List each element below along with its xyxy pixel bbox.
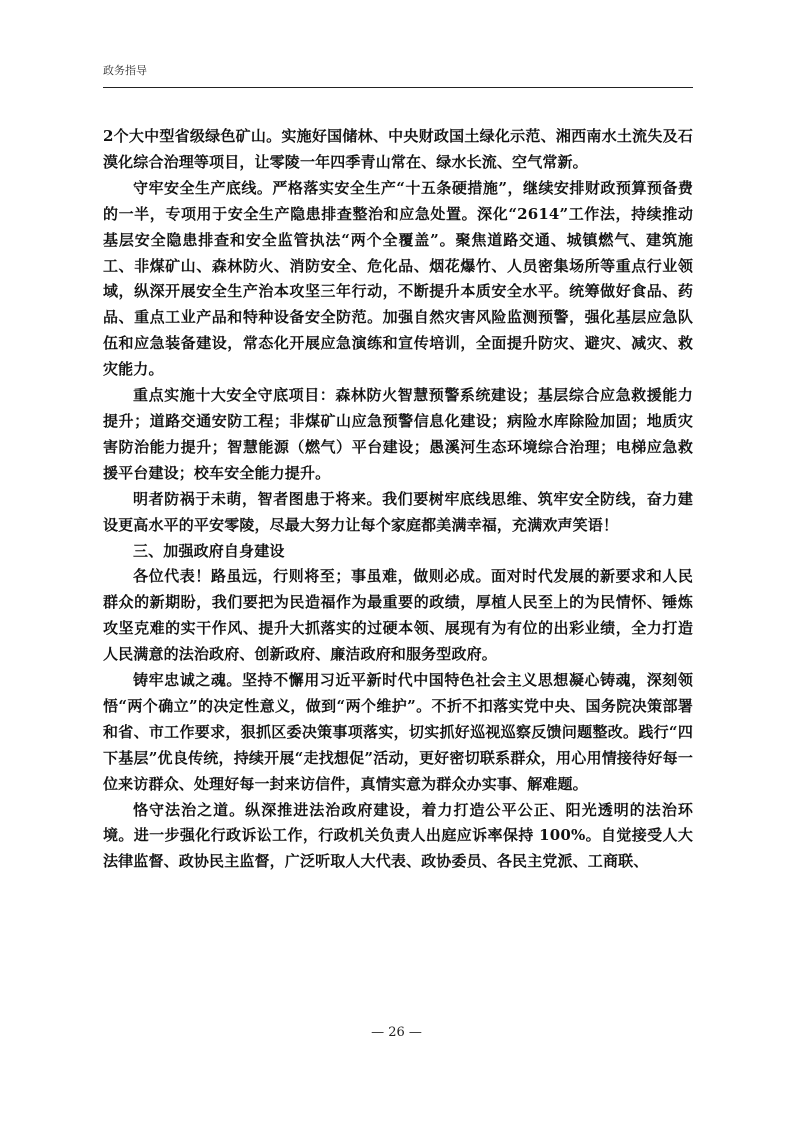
header-title: 政务指导 <box>103 64 147 77</box>
header-divider <box>103 87 693 88</box>
paragraph-ten-safety-projects: 重点实施十大安全守底项目：森林防火智慧预警系统建设；基层综合应急救援能力提升；道路交通安防工程；非煤矿山应急预警信息化建设；病险水库除险加固；地质灾害防治能力提升；智慧能源（燃气）平台建设；愚溪河生态环境综合治理；电梯应急救援平台建设；校车安全能力提升。 <box>103 386 693 482</box>
paragraph-loyalty: 铸牢忠诚之魂。坚持不懈用习近平新时代中国特色社会主义思想凝心铸魂，深刻领悟“两个确立”的决定性意义，做到“两个维护”。不折不扣落实党中央、国务院决策部署和省、市工作要求，狠抓区委决策事项落实，切实抓好巡视巡察反馈问题整改。践行“四下基层”优良传统，持续开展“走找想促”活动，更好密切联系群众，用心用情接待好每一位来访群众、处理好每一封来访信件，真情实意为群众办实事、解难题。 <box>103 671 693 793</box>
body-text <box>103 124 693 875</box>
paragraph-rule-of-law: 恪守法治之道。纵深推进法治政府建设，着力打造公平公正、阳光透明的法治环境。进一步强化行政诉讼工作，行政机关负责人出庭应诉率保持 100%。自觉接受人大法律监督、政协民主监督，广泛听取人大代表、政协委员、各民主党派、工商联、 <box>103 800 693 871</box>
paragraph-safety-production: 守牢安全生产底线。严格落实安全生产“十五条硬措施”，继续安排财政预算预备费的一半，专项用于安全生产隐患排查整治和应急处置。深化“2614”工作法，持续推动基层安全隐患排查和安全监管执法“两个全覆盖”。聚焦道路交通、城镇燃气、建筑施工、非煤矿山、森林防火、消防安全、危化品、烟花爆竹、人员密集场所等重点行业领域，纵深开展安全生产治本攻坚三年行动，不断提升本质安全水平。统筹做好食品、药品、重点工业产品和特种设备安全防范。加强自然灾害风险监测预警，强化基层应急队伍和应急装备建设，常态化开展应急演练和宣传培训，全面提升防灾、避灾、减灾、救灾能力。 <box>103 178 693 379</box>
running-header <box>103 62 693 84</box>
paragraph-government-building: 各位代表！路虽远，行则将至；事虽难，做则必成。面对时代发展的新要求和人民群众的新期盼，我们要把为民造福作为最重要的政绩，厚植人民至上的为民情怀、锤炼攻坚克难的实干作风、提升大抓落实的过硬本领、展现有为有位的出彩业绩，全力打造人民满意的法治政府、创新政府、廉洁政府和服务型政府。 <box>103 567 693 664</box>
paragraph-safety-conclusion: 明者防祸于未萌，智者图患于将来。我们要树牢底线思维、筑牢安全防线，奋力建设更高水平的平安零陵，尽最大努力让每个家庭都美满幸福，充满欢声笑语！ <box>103 489 693 534</box>
section-heading: 三、加强政府自身建设 <box>133 541 285 560</box>
paragraph-continuation: 2个大中型省级绿色矿山。实施好国储林、中央财政国土绿化示范、湘西南水土流失及石漠化综合治理等项目，让零陵一年四季青山常在、绿水长流、空气常新。 <box>103 127 693 171</box>
page-number: — 26 — <box>371 1025 422 1040</box>
